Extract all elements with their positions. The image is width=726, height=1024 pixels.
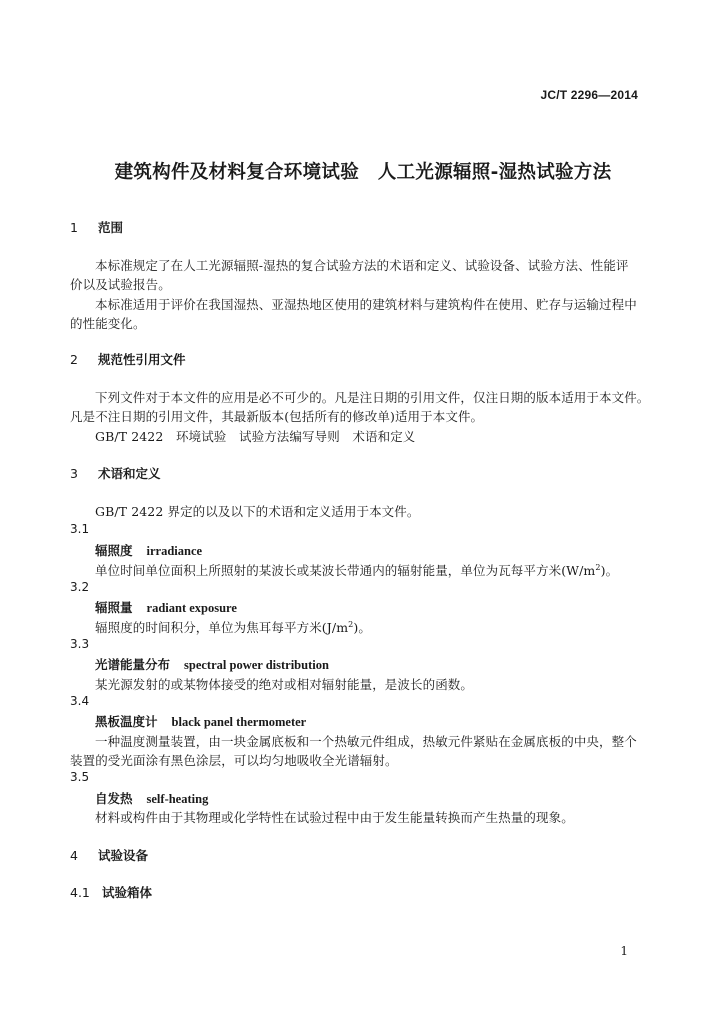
- term-3-1-number: 3.1: [70, 522, 90, 536]
- term-3-3-definition: 某光源发射的或某物体接受的绝对或相对辐射能量，是波长的函数。: [95, 677, 474, 692]
- term-3-2-def-superscript: 2: [348, 619, 354, 629]
- term-3-5-title: [95, 789, 208, 807]
- term-3-4-definition-line1: 一种温度测量装置，由一块金属底板和一个热敏元件组成，热敏元件紧贴在金属底板的中央，整个: [95, 734, 637, 749]
- term-3-1-english: irradiance: [146, 544, 203, 558]
- term-3-4-chinese: 黑板温度计: [95, 714, 158, 729]
- term-3-1-def-text: 单位时间单位面积上所照射的某波长或某波长带通内的辐射能量，单位为瓦每平方米(W/m: [95, 563, 596, 578]
- subsection-4-1-number: 4.1: [70, 885, 90, 900]
- term-3-2-def-text: 辐照度的时间积分，单位为焦耳每平方米(J/m: [95, 620, 349, 635]
- section-2-reference: GB/T 2422 环境试验 试验方法编写导则 术语和定义: [95, 429, 416, 444]
- section-2-para1-line2: 凡是不注日期的引用文件，其最新版本(包括所有的修改单)适用于本文件。: [70, 409, 484, 424]
- term-3-3-number: 3.3: [70, 637, 90, 651]
- term-3-5-chinese: 自发热: [95, 791, 133, 806]
- term-3-4-definition-line2: 装置的受光面涂有黑色涂层，可以均匀地吸收全光谱辐射。: [70, 753, 398, 768]
- term-3-3-title: [95, 655, 329, 673]
- subsection-4-1-heading: [70, 883, 152, 901]
- term-3-2-definition: [95, 618, 371, 636]
- section-2-number: 2: [70, 352, 78, 367]
- term-3-4-number: 3.4: [70, 694, 90, 708]
- section-2-para1-line1: 下列文件对于本文件的应用是必不可少的。凡是注日期的引用文件，仅注日期的版本适用于本文件。: [95, 390, 650, 405]
- section-3-intro: GB/T 2422 界定的以及以下的术语和定义适用于本文件。: [95, 504, 420, 519]
- subsection-4-1-title: 试验箱体: [102, 885, 153, 900]
- page-number: 1: [620, 944, 628, 958]
- term-3-3-english: spectral power distribution: [184, 658, 329, 672]
- standard-code: JC/T 2296—2014: [540, 88, 638, 102]
- section-1-heading: [70, 218, 123, 236]
- section-3-number: 3: [70, 466, 78, 481]
- term-3-2-title: [95, 598, 237, 616]
- term-3-1-title: [95, 541, 202, 559]
- term-3-5-number: 3.5: [70, 770, 90, 784]
- term-3-1-def-superscript: 2: [595, 562, 601, 572]
- section-4-number: 4: [70, 848, 78, 863]
- section-4-title: 试验设备: [98, 848, 149, 863]
- section-4-heading: [70, 846, 148, 864]
- term-3-2-def-end: )。: [353, 620, 371, 635]
- section-1-para2-line1: 本标准适用于评价在我国湿热、亚湿热地区使用的建筑材料与建筑构件在使用、贮存与运输过程中: [95, 297, 637, 312]
- section-1-para2-line2: 的性能变化。: [70, 316, 146, 331]
- term-3-2-number: 3.2: [70, 580, 90, 594]
- section-3-heading: [70, 464, 161, 482]
- document-title: 建筑构件及材料复合环境试验 人工光源辐照-湿热试验方法: [114, 162, 612, 183]
- section-1-title: 范围: [98, 220, 124, 235]
- section-1-number: 1: [70, 220, 78, 235]
- term-3-1-definition: [95, 561, 618, 579]
- section-3-title: 术语和定义: [98, 466, 161, 481]
- term-3-5-english: self-heating: [146, 792, 209, 806]
- section-2-heading: [70, 350, 186, 368]
- section-1-para1-line2: 价以及试验报告。: [70, 277, 171, 292]
- term-3-2-chinese: 辐照量: [95, 600, 133, 615]
- term-3-2-english: radiant exposure: [146, 601, 237, 615]
- section-1-para1-line1: 本标准规定了在人工光源辐照-湿热的复合试验方法的术语和定义、试验设备、试验方法、性能评: [95, 258, 629, 273]
- term-3-4-title: [95, 712, 306, 730]
- section-2-title: 规范性引用文件: [98, 352, 186, 367]
- term-3-5-definition: 材料或构件由于其物理或化学特性在试验过程中由于发生能量转换而产生热量的现象。: [95, 810, 574, 825]
- term-3-1-chinese: 辐照度: [95, 543, 133, 558]
- term-3-3-chinese: 光谱能量分布: [95, 657, 171, 672]
- term-3-4-english: black panel thermometer: [171, 715, 307, 729]
- term-3-1-def-end: )。: [600, 563, 619, 578]
